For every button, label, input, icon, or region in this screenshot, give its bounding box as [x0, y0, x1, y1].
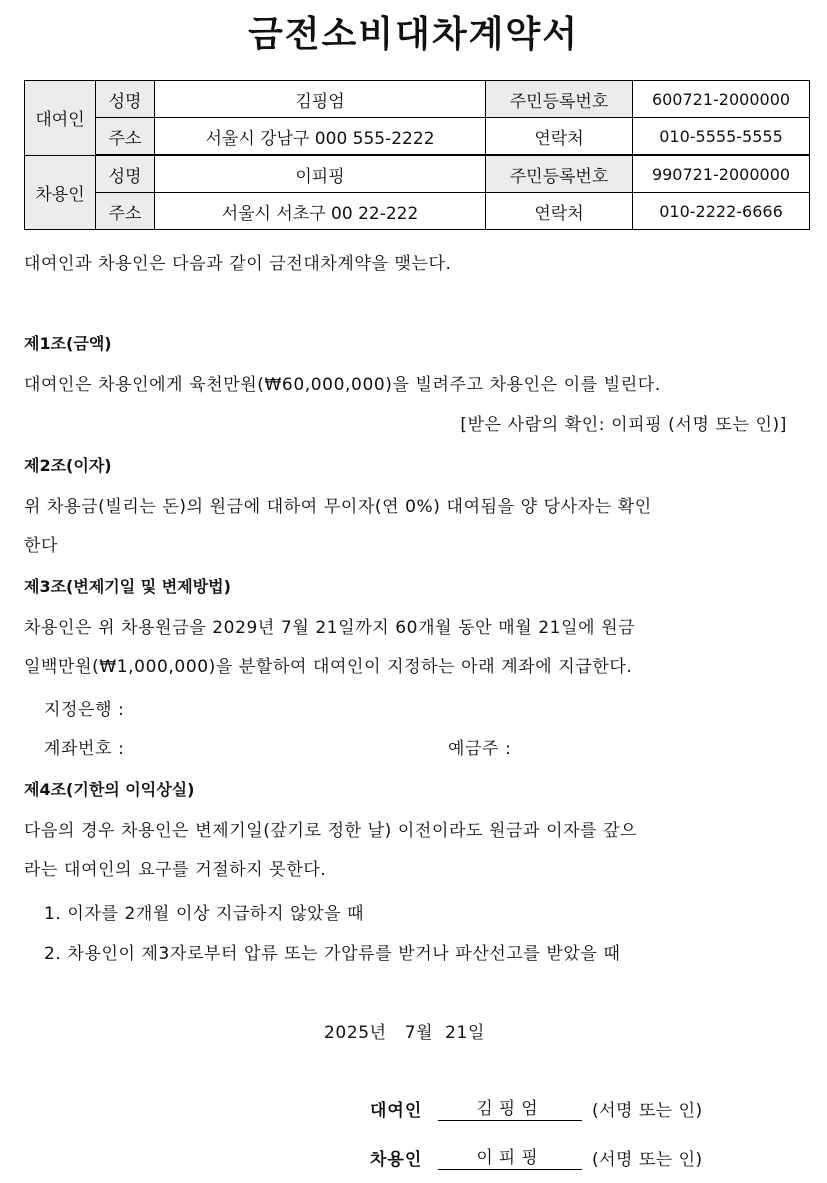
lender-signature-role: 대여인 [370, 1101, 423, 1121]
lender-contact-label: 연락처 [486, 118, 633, 156]
lender-signature-name[interactable]: 김핑엄 [438, 1094, 582, 1121]
article-3-line-2: 일백만원(₩1,000,000)을 분할하여 대여인이 지정하는 아래 계좌에 지급한다. [24, 657, 633, 677]
borrower-id-value: 990721-2000000 [633, 155, 810, 193]
borrower-id-label: 주민등록번호 [486, 155, 633, 193]
lender-name-label: 성명 [96, 81, 155, 118]
account-number-label: 계좌번호 : [44, 739, 125, 759]
lender-name-value: 김핑엄 [155, 81, 486, 118]
lender-signature-note: (서명 또는 인) [592, 1101, 703, 1121]
account-holder-label: 예금주 : [448, 739, 512, 759]
article-1-heading: 제1조(금액) [24, 334, 112, 353]
borrower-signature-row [370, 1143, 703, 1170]
intro-text: 대여인과 차용인은 다음과 같이 금전대차계약을 맺는다. [24, 254, 452, 274]
lender-role-cell: 대여인 [25, 81, 96, 156]
article-3-heading: 제3조(변제기일 및 변제방법) [24, 577, 231, 596]
contract-date: 2025년 7월 21일 [324, 1023, 485, 1043]
article-2-line-2: 한다 [24, 536, 59, 556]
bank-label: 지정은행 : [44, 700, 125, 720]
article-4-line-1: 다음의 경우 차용인은 변제기일(갚기로 정한 날) 이전이라도 원금과 이자를 갚으 [24, 821, 638, 841]
article-4-item-1: 1. 이자를 2개월 이상 지급하지 않았을 때 [44, 904, 365, 924]
borrower-contact-value: 010-2222-6666 [633, 193, 810, 230]
article-3-line-1: 차용인은 위 차용원금을 2029년 7월 21일까지 60개월 동안 매월 21일에 원금 [24, 618, 636, 638]
borrower-name-label: 성명 [96, 155, 155, 193]
borrower-signature-role: 차용인 [370, 1150, 423, 1170]
borrower-signature-note: (서명 또는 인) [592, 1150, 703, 1170]
borrower-address-value: 서울시 서초구 00 22-222 [155, 193, 486, 230]
borrower-address-label: 주소 [96, 193, 155, 230]
lender-contact-value: 010-5555-5555 [633, 118, 810, 156]
receipt-confirmation: [받은 사람의 확인: 이피핑 (서명 또는 인)] [460, 415, 787, 435]
borrower-contact-label: 연락처 [486, 193, 633, 230]
lender-address-label: 주소 [96, 118, 155, 156]
article-4-item-2: 2. 차용인이 제3자로부터 압류 또는 가압류를 받거나 파산선고를 받았을 때 [44, 944, 621, 964]
lender-address-value: 서울시 강남구 000 555-2222 [155, 118, 486, 156]
article-1-line-1: 대여인은 차용인에게 육천만원(₩60,000,000)을 빌려주고 차용인은 이를 빌린다. [24, 375, 661, 395]
lender-signature-row [370, 1094, 703, 1121]
article-4-line-2: 라는 대여인의 요구를 거절하지 못한다. [24, 860, 327, 880]
lender-id-label: 주민등록번호 [486, 81, 633, 118]
borrower-name-value: 이피핑 [155, 155, 486, 193]
lender-id-value: 600721-2000000 [633, 81, 810, 118]
borrower-signature-name[interactable]: 이피핑 [438, 1143, 582, 1170]
article-2-line-1: 위 차용금(빌리는 돈)의 원금에 대하여 무이자(연 0%) 대여됨을 양 당사자는 확인 [24, 497, 652, 517]
article-2-heading: 제2조(이자) [24, 456, 112, 475]
article-4-heading: 제4조(기한의 이익상실) [24, 780, 195, 799]
document-title: 금전소비대차계약서 [248, 14, 579, 55]
parties-info-table [24, 80, 810, 230]
borrower-role-cell: 차용인 [25, 155, 96, 230]
